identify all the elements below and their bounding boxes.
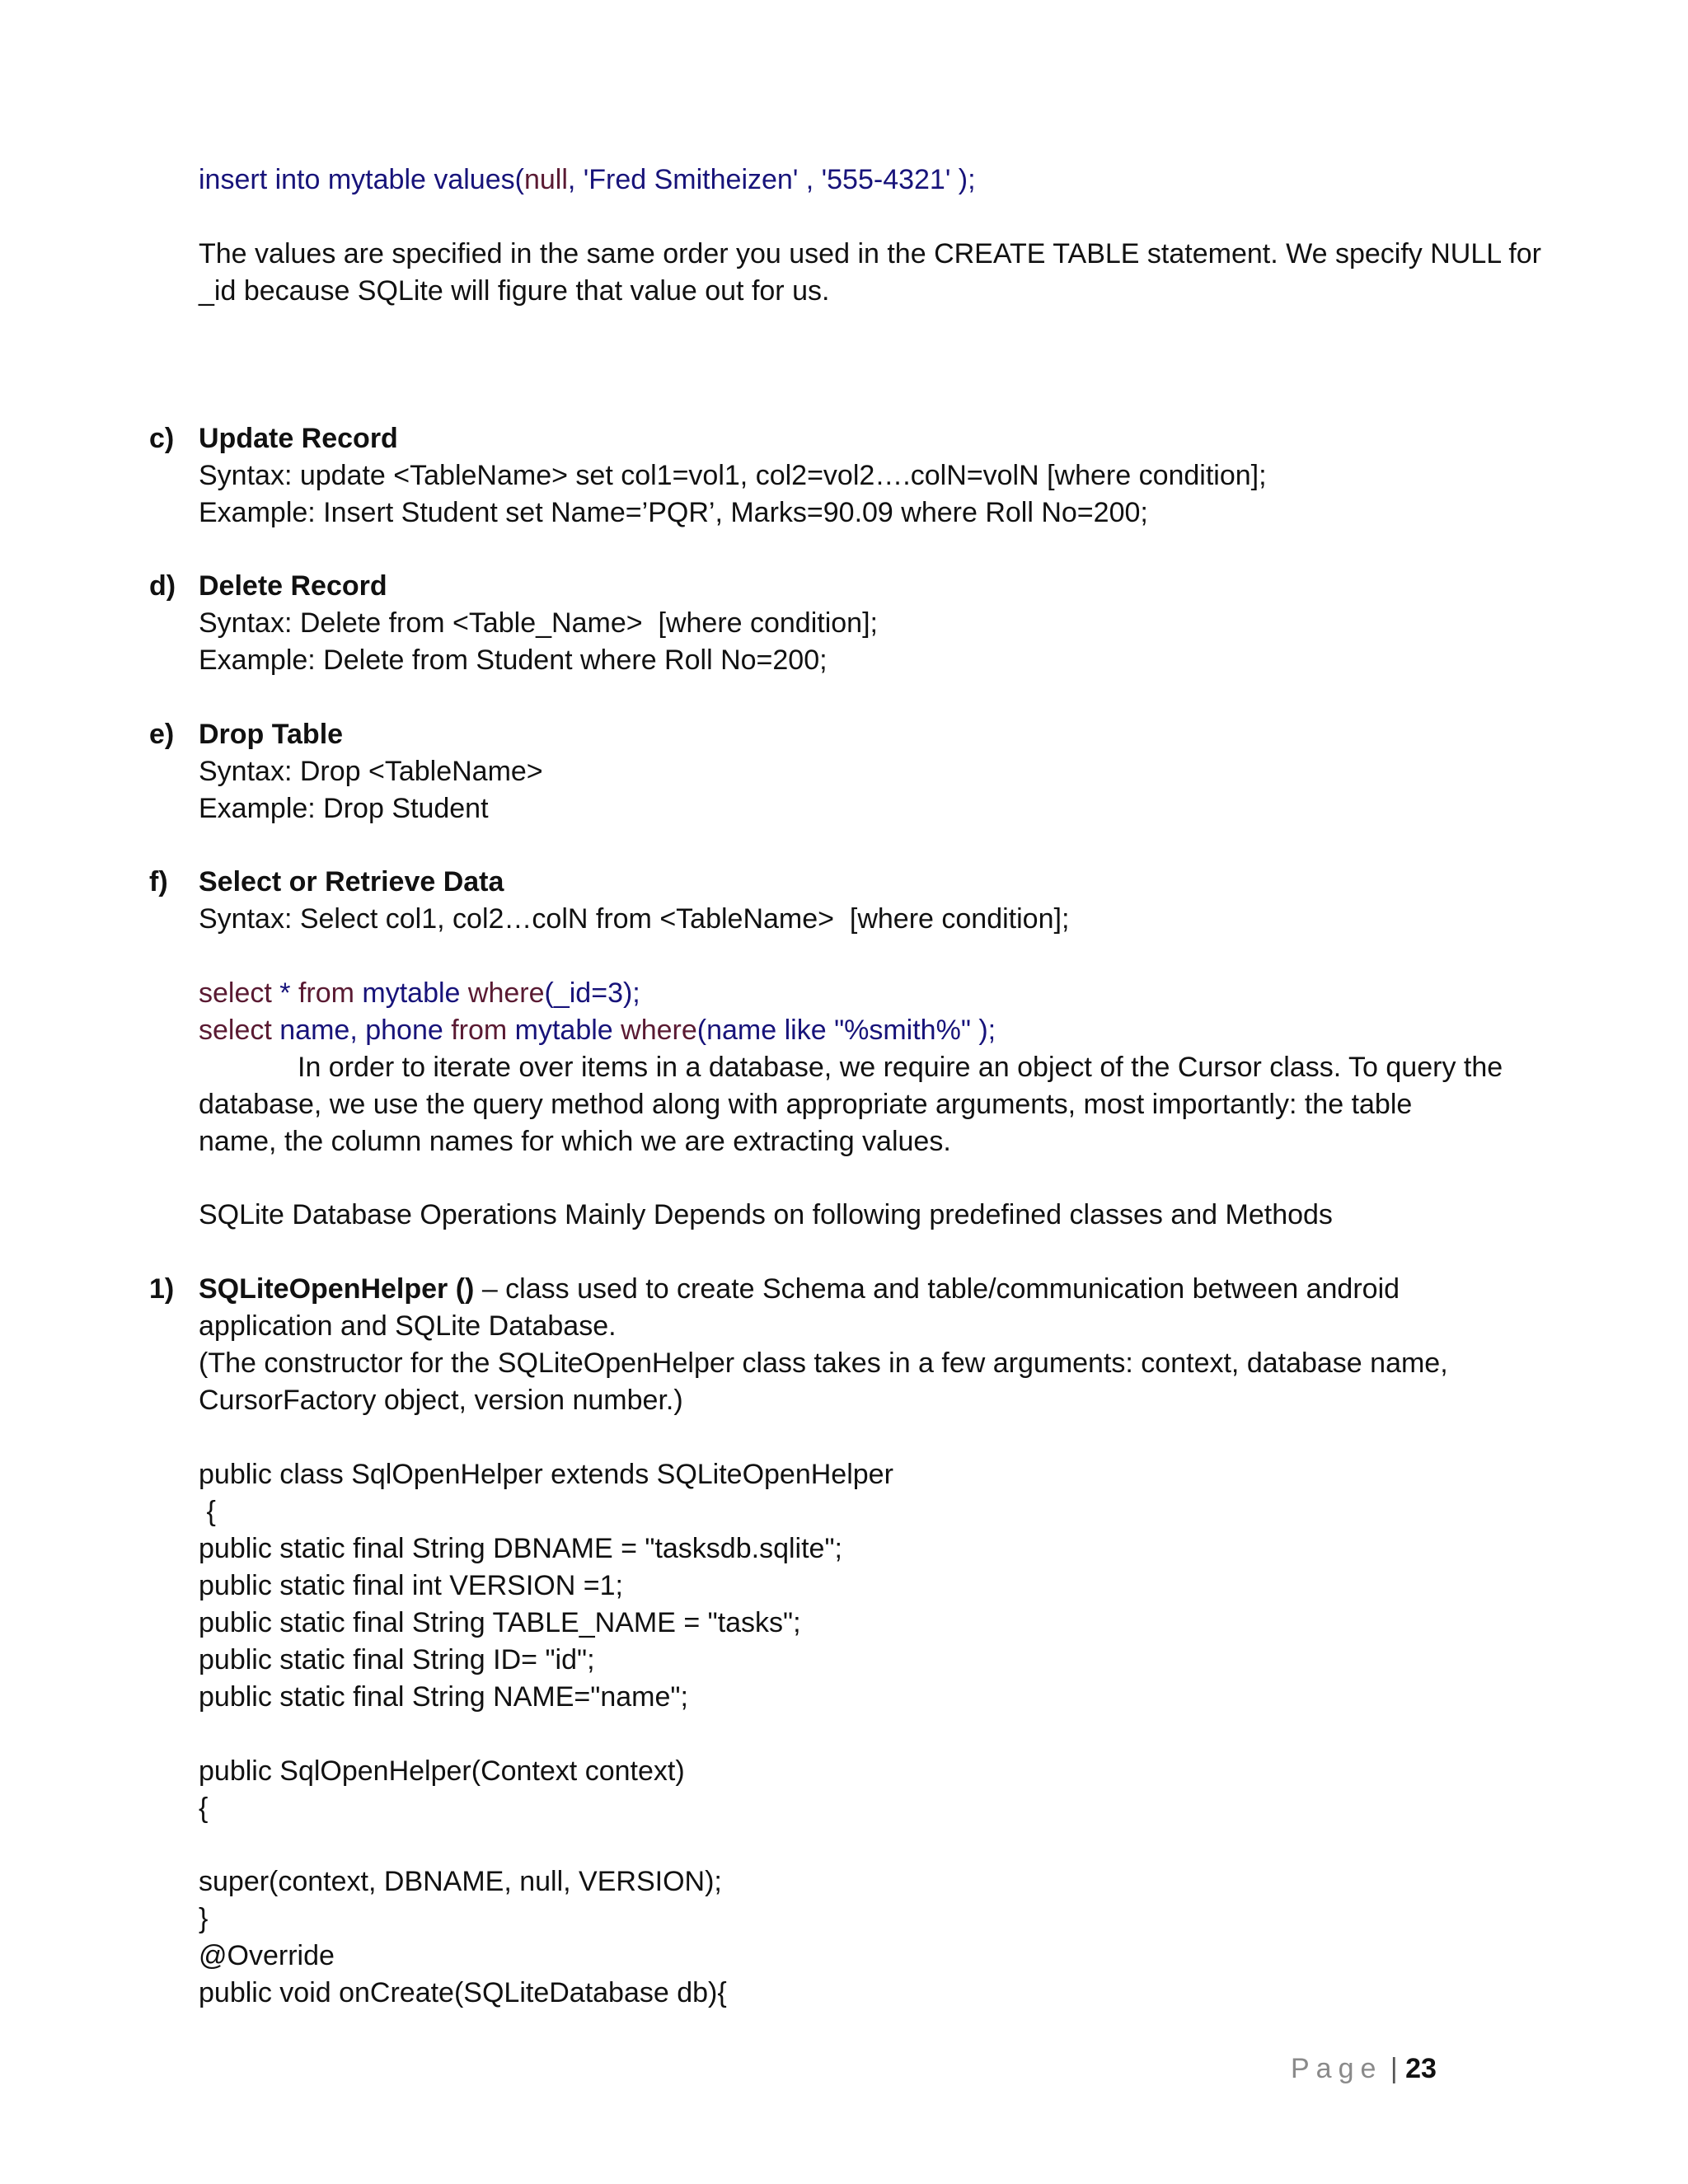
java-code-line: public static final String DBNAME = "tasksdb.sqlite";: [199, 1533, 842, 1564]
java-code-line: {: [199, 1793, 209, 1824]
item-1-line-3: CursorFactory object, version number.): [199, 1385, 683, 1416]
where-keyword: where: [621, 1015, 697, 1046]
page-footer: [1291, 2050, 1437, 2088]
section-d-marker: d): [149, 570, 176, 602]
code-null-keyword: null: [523, 164, 568, 195]
section-e-title: Drop Table: [199, 719, 344, 750]
classes-intro: SQLite Database Operations Mainly Depends on following predefined classes and Methods: [199, 1199, 1333, 1230]
item-1-line-1: application and SQLite Database.: [199, 1310, 617, 1342]
page-label: Page: [1291, 2053, 1383, 2084]
item-1-heading: [199, 1271, 1400, 1308]
java-code-line: public static final String NAME="name";: [199, 1681, 688, 1713]
section-d-title: Delete Record: [199, 570, 387, 602]
java-code-line: @Override: [199, 1940, 335, 1971]
java-code-line: public SqlOpenHelper(Context context): [199, 1755, 685, 1787]
cursor-paragraph-line-1: In order to iterate over items in a database, we require an object of the Cursor class. To query the: [298, 1052, 1503, 1083]
where-clause: (name like "%smith%" );: [696, 1015, 996, 1046]
cursor-paragraph-line-3: name, the column names for which we are extracting values.: [199, 1126, 951, 1157]
section-c-title: Update Record: [199, 423, 398, 454]
section-d-example: Example: Delete from Student where Roll No=200;: [199, 644, 828, 676]
java-code-line: public void onCreate(SQLiteDatabase db){: [199, 1977, 727, 2008]
page-separator: |: [1382, 2053, 1406, 2084]
java-code-line: super(context, DBNAME, null, VERSION);: [199, 1866, 722, 1897]
select-keyword: select: [199, 977, 272, 1009]
java-code-line: public static final String ID= "id";: [199, 1644, 595, 1675]
item-1-title: SQLiteOpenHelper (): [199, 1273, 475, 1305]
section-c-marker: c): [149, 423, 175, 454]
item-1-marker: 1): [149, 1273, 175, 1305]
from-keyword: from: [298, 977, 354, 1009]
section-f-syntax: Syntax: Select col1, col2…colN from <TableName> [where condition];: [199, 903, 1070, 935]
section-e-marker: e): [149, 719, 175, 750]
java-code-line: public static final String TABLE_NAME = "tasks";: [199, 1607, 801, 1638]
section-c-syntax: Syntax: update <TableName> set col1=vol1, col2=vol2….colN=volN [where condition];: [199, 460, 1267, 491]
where-keyword: where: [467, 977, 545, 1009]
select-keyword: select: [199, 1015, 272, 1046]
item-1-description: – class used to create Schema and table/communication between android: [474, 1273, 1400, 1305]
intro-line-2: _id because SQLite will figure that value out for us.: [199, 275, 830, 307]
table-name: mytable: [507, 1015, 621, 1046]
section-e-example: Example: Drop Student: [199, 793, 489, 824]
item-1-line-2: (The constructor for the SQLiteOpenHelper class takes in a few arguments: context, database name,: [199, 1347, 1448, 1379]
section-f-title: Select or Retrieve Data: [199, 866, 504, 898]
where-clause: (_id=3);: [544, 977, 640, 1009]
page-number: 23: [1405, 2053, 1437, 2084]
section-c-example: Example: Insert Student set Name=’PQR’, Marks=90.09 where Roll No=200;: [199, 497, 1148, 528]
java-code-line: public class SqlOpenHelper extends SQLiteOpenHelper: [199, 1459, 893, 1490]
select-columns: name, phone: [271, 1015, 452, 1046]
code-insert-part1: insert into mytable values(: [199, 164, 524, 195]
java-code-line: public static final int VERSION =1;: [199, 1570, 623, 1601]
code-select-line-1: [199, 975, 640, 1012]
cursor-paragraph-line-2: database, we use the query method along with appropriate arguments, most importantly: the table: [199, 1089, 1413, 1120]
code-select-line-2: [199, 1012, 996, 1049]
from-keyword: from: [451, 1015, 508, 1046]
select-columns: *: [271, 977, 298, 1009]
section-d-syntax: Syntax: Delete from <Table_Name> [where condition];: [199, 607, 878, 639]
table-name: mytable: [354, 977, 468, 1009]
code-insert-line: [199, 162, 976, 199]
java-code-line: {: [199, 1496, 216, 1527]
section-f-marker: f): [149, 866, 168, 898]
section-e-syntax: Syntax: Drop <TableName>: [199, 756, 543, 787]
java-code-line: }: [199, 1903, 209, 1934]
intro-line-1: The values are specified in the same order you used in the CREATE TABLE statement. We specify NULL for: [199, 238, 1541, 269]
code-insert-part3: , 'Fred Smitheizen' , '555-4321' );: [567, 164, 976, 195]
